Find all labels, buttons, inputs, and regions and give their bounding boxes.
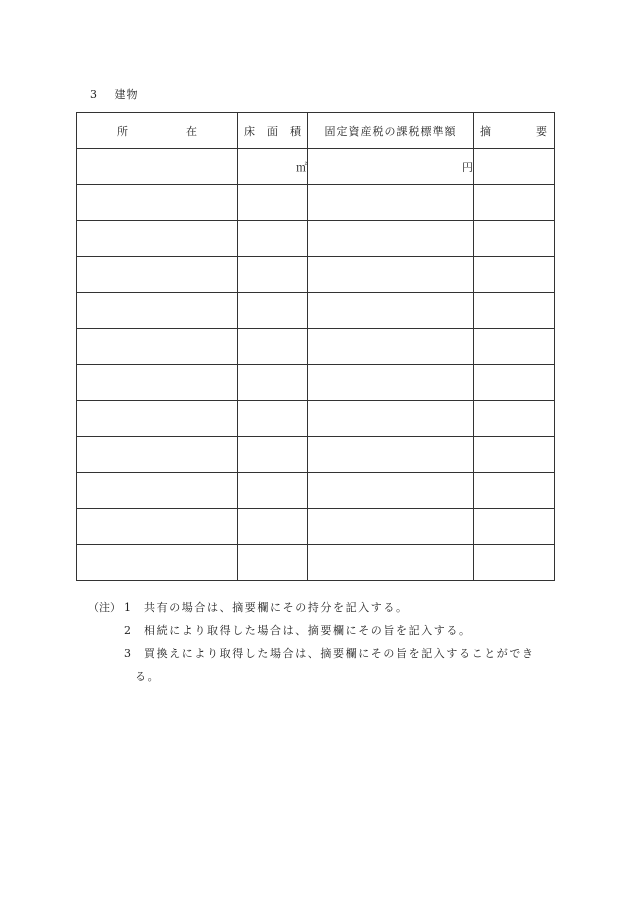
header-tax-base-text: 固定資産税の課税標準額: [324, 124, 457, 138]
section-title: [90, 86, 139, 102]
cell-location[interactable]: [77, 509, 238, 545]
table-row: [77, 149, 555, 185]
cell-tax-base[interactable]: [308, 509, 474, 545]
cell-floor-area[interactable]: [238, 401, 308, 437]
cell-floor-area[interactable]: [238, 509, 308, 545]
table-row: [77, 437, 555, 473]
header-remarks: [474, 113, 555, 149]
cell-tax-base[interactable]: [308, 437, 474, 473]
cell-location[interactable]: [77, 329, 238, 365]
header-area-char-1: 床: [244, 124, 255, 138]
cell-location[interactable]: [77, 257, 238, 293]
table-row: [77, 185, 555, 221]
table-row: [77, 365, 555, 401]
note-1: [88, 596, 568, 619]
cell-tax-base[interactable]: [308, 365, 474, 401]
table-row: [77, 329, 555, 365]
table-row: [77, 473, 555, 509]
building-table: [76, 112, 555, 581]
header-location-char-1: 所: [117, 124, 128, 138]
note-text: 相続により取得した場合は、摘要欄にその旨を記入する。: [144, 624, 472, 637]
table-row: [77, 257, 555, 293]
cell-remarks[interactable]: [474, 401, 555, 437]
header-location-char-2: 在: [186, 124, 197, 138]
cell-remarks[interactable]: [474, 365, 555, 401]
note-number: 3: [124, 647, 131, 660]
note-3: [88, 642, 568, 665]
cell-floor-area[interactable]: [238, 329, 308, 365]
cell-floor-area[interactable]: [238, 221, 308, 257]
note-text: 共有の場合は、摘要欄にその持分を記入する。: [144, 601, 409, 614]
table-row: [77, 545, 555, 581]
note-number: 1: [124, 601, 131, 614]
cell-floor-area[interactable]: [238, 149, 308, 185]
cell-location[interactable]: [77, 545, 238, 581]
cell-remarks[interactable]: [474, 257, 555, 293]
cell-location[interactable]: [77, 149, 238, 185]
header-location: [77, 113, 238, 149]
cell-location[interactable]: [77, 365, 238, 401]
header-tax-base: [308, 113, 474, 149]
header-area-char-2: 面: [267, 124, 278, 138]
header-area-char-3: 積: [290, 124, 301, 138]
cell-tax-base[interactable]: [308, 185, 474, 221]
unit-yen: 円: [462, 160, 473, 174]
cell-remarks[interactable]: [474, 473, 555, 509]
cell-tax-base[interactable]: [308, 401, 474, 437]
notes-label: （注）: [88, 601, 121, 614]
note-2: [88, 619, 568, 642]
header-row: [77, 113, 555, 149]
notes: [88, 596, 568, 688]
cell-location[interactable]: [77, 473, 238, 509]
header-floor-area: [238, 113, 308, 149]
cell-tax-base[interactable]: [308, 545, 474, 581]
cell-tax-base[interactable]: [308, 221, 474, 257]
cell-floor-area[interactable]: [238, 293, 308, 329]
section-title-text: 建物: [114, 88, 139, 101]
cell-tax-base[interactable]: [308, 329, 474, 365]
cell-remarks[interactable]: [474, 329, 555, 365]
cell-tax-base[interactable]: [308, 257, 474, 293]
cell-floor-area[interactable]: [238, 545, 308, 581]
cell-location[interactable]: [77, 437, 238, 473]
cell-tax-base[interactable]: [308, 293, 474, 329]
note-number: 2: [124, 624, 131, 637]
cell-remarks[interactable]: [474, 545, 555, 581]
table-row: [77, 293, 555, 329]
cell-remarks[interactable]: [474, 293, 555, 329]
header-remarks-char-2: 要: [536, 124, 547, 138]
cell-floor-area[interactable]: [238, 257, 308, 293]
cell-location[interactable]: [77, 221, 238, 257]
table-row: [77, 221, 555, 257]
section-number: 3: [90, 88, 98, 101]
table-row: [77, 509, 555, 545]
cell-remarks[interactable]: [474, 437, 555, 473]
cell-tax-base[interactable]: [308, 149, 474, 185]
cell-location[interactable]: [77, 185, 238, 221]
cell-remarks[interactable]: [474, 149, 555, 185]
cell-floor-area[interactable]: [238, 473, 308, 509]
cell-floor-area[interactable]: [238, 365, 308, 401]
header-remarks-char-1: 摘: [480, 124, 491, 138]
cell-location[interactable]: [77, 401, 238, 437]
unit-area: ㎡: [296, 160, 307, 174]
table-row: [77, 401, 555, 437]
cell-floor-area[interactable]: [238, 185, 308, 221]
note-3-continuation: る。: [135, 670, 161, 683]
note-text: 買換えにより取得した場合は、摘要欄にその旨を記入することができ: [144, 647, 535, 660]
cell-floor-area[interactable]: [238, 437, 308, 473]
cell-tax-base[interactable]: [308, 473, 474, 509]
cell-location[interactable]: [77, 293, 238, 329]
cell-remarks[interactable]: [474, 185, 555, 221]
cell-remarks[interactable]: [474, 221, 555, 257]
cell-remarks[interactable]: [474, 509, 555, 545]
